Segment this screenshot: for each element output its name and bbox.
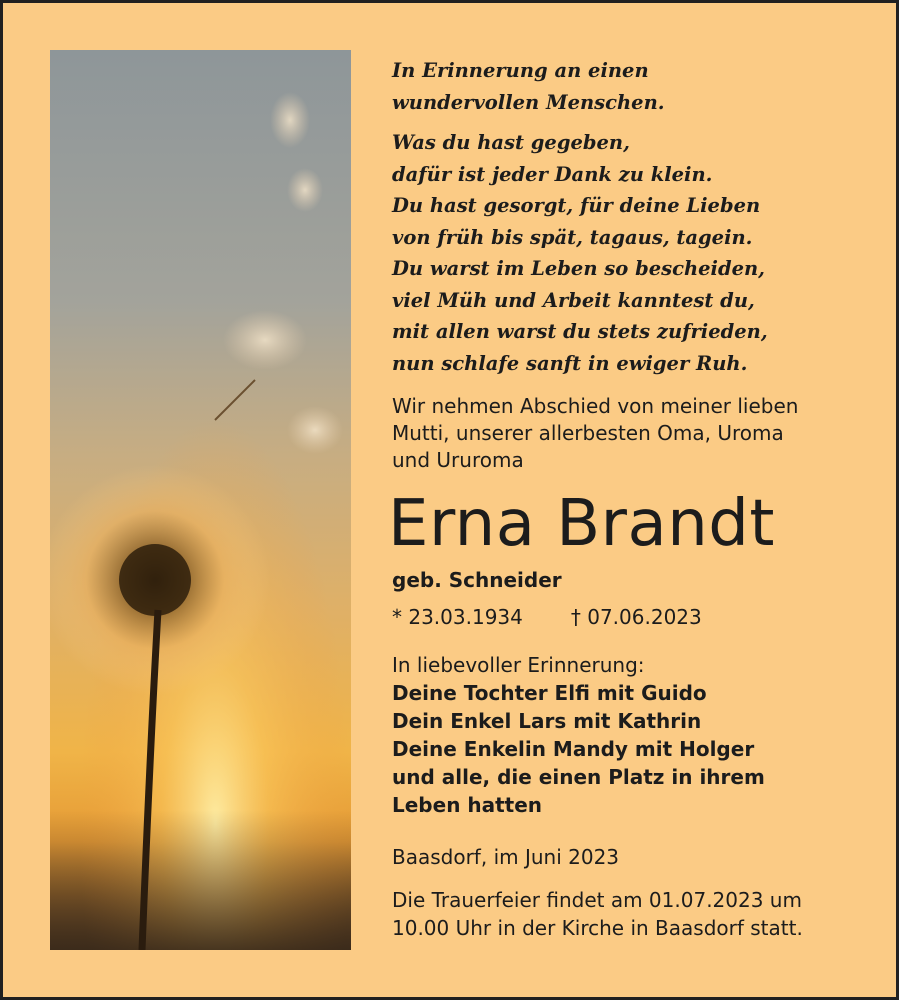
dandelion-image [50,50,351,950]
life-dates [392,603,872,631]
poem-verse: mit allen warst du stets zufrieden, [392,320,768,343]
birth-date: * 23.03.1934 [392,605,523,629]
poem-verse: dafür ist jeder Dank zu klein. [392,162,713,186]
poem-verse: Du warst im Leben so bescheiden, [392,257,765,280]
poem-verse: Was du hast gegeben, [392,131,630,154]
death-date: † 07.06.2023 [570,605,702,629]
mourner-line: Leben hatten [392,793,543,817]
poem-verse: viel Müh und Arbeit kanntest du, [392,288,755,312]
memory-intro: In liebevoller Erinnerung: [392,653,645,677]
place-and-date: Baasdorf, im Juni 2023 [392,845,620,869]
obituary-text [388,55,872,942]
mourner-line: und alle, die einen Platz in ihrem [392,765,765,789]
service-line: Die Trauerfeier findet am 01.07.2023 um [392,888,802,912]
poem-verse: nun schlafe sanft in ewiger Ruh. [392,351,748,375]
service-line: 10.00 Uhr in der Kirche in Baasdorf statt. [392,916,803,940]
farewell-intro-line: Mutti, unserer allerbesten Oma, Uroma [392,421,784,445]
poem-heading-line: wundervollen Menschen. [392,90,665,114]
farewell-intro-line: und Ururoma [392,448,524,472]
birth-name: geb. Schneider [392,568,562,592]
poem-verse: von früh bis spät, tagaus, tagein. [392,225,753,249]
poem-heading [392,55,872,118]
dandelion-photo [50,50,351,950]
mourners-list [392,679,872,819]
poem-verses [392,127,872,379]
farewell-intro-line: Wir nehmen Abschied von meiner lieben [392,394,799,418]
farewell-intro [392,393,872,474]
funeral-service-info [392,886,872,942]
mourner-line: Deine Enkelin Mandy mit Holger [392,737,755,761]
mourner-line: Deine Tochter Elfi mit Guido [392,681,707,705]
poem-heading-line: In Erinnerung an einen [392,59,649,82]
deceased-name: Erna Brandt [388,487,775,561]
mourner-line: Dein Enkel Lars mit Kathrin [392,709,702,733]
mourners-section [392,651,872,819]
poem-verse: Du hast gesorgt, für deine Lieben [392,194,761,217]
